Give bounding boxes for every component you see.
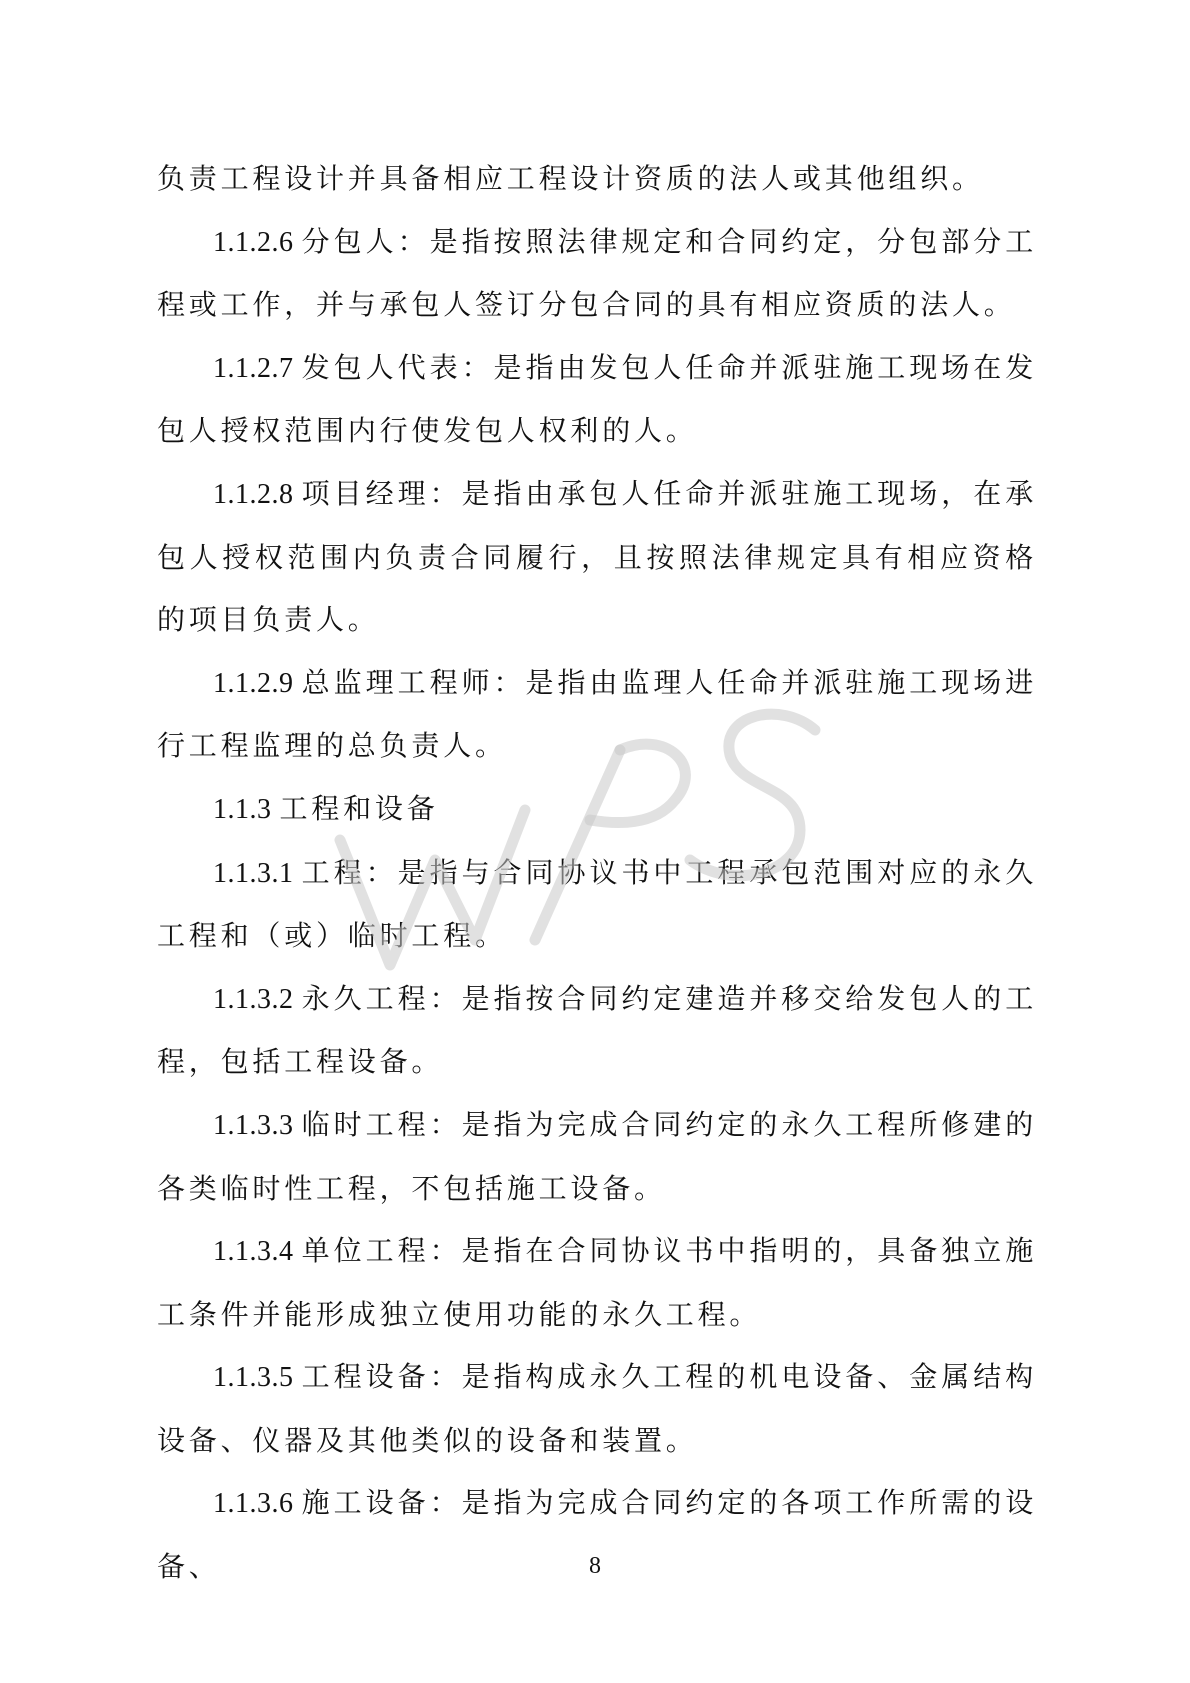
clause-number: 1.1.3.6 <box>213 1488 294 1520</box>
clause-1-1-3-4 <box>157 1220 1037 1346</box>
clause-1-1-2-9 <box>157 652 1037 778</box>
page-number: 8 <box>589 1553 601 1579</box>
clause-number: 1.1.3.1 <box>213 857 294 889</box>
clause-number: 1.1.3.4 <box>213 1236 294 1268</box>
paragraph-continuation <box>157 148 1037 211</box>
clause-text: 临时工程：是指为完成合同约定的永久工程所修建的各类临时性工程，不包括施工设备。 <box>157 1107 1037 1205</box>
clause-1-1-2-6 <box>157 211 1037 337</box>
clause-1-1-3-3 <box>157 1094 1037 1220</box>
clause-number: 1.1.3.2 <box>213 983 294 1015</box>
clause-number: 1.1.2.8 <box>213 478 294 510</box>
paragraph-text: 负责工程设计并具备相应工程设计资质的法人或其他组织。 <box>157 162 984 195</box>
section-heading-1-1-3 <box>157 778 1037 842</box>
section-number: 1.1.3 <box>213 793 272 825</box>
document-body <box>157 148 1037 1599</box>
clause-number: 1.1.3.3 <box>213 1109 294 1141</box>
clause-number: 1.1.2.7 <box>213 352 294 384</box>
clause-1-1-2-8 <box>157 463 1037 652</box>
clause-text: 总监理工程师：是指由监理人任命并派驻施工现场进行工程监理的总负责人。 <box>157 665 1037 763</box>
clause-1-1-3-1 <box>157 842 1037 968</box>
clause-text: 分包人：是指按照法律规定和合同约定，分包部分工程或工作，并与承包人签订分包合同的具有相应资质的法人。 <box>157 224 1037 322</box>
clause-text: 施工设备：是指为完成合同约定的各项工作所需的设备、 <box>157 1486 1037 1584</box>
section-title: 工程和设备 <box>279 791 439 825</box>
clause-number: 1.1.3.5 <box>213 1362 294 1394</box>
clause-text: 发包人代表：是指由发包人任命并派驻施工现场在发包人授权范围内行使发包人权利的人。 <box>157 350 1037 448</box>
clause-text: 工程设备：是指构成永久工程的机电设备、金属结构设备、仪器及其他类似的设备和装置。 <box>157 1360 1037 1457</box>
clause-1-1-3-5 <box>157 1346 1037 1472</box>
clause-text: 永久工程：是指按合同约定建造并移交给发包人的工程，包括工程设备。 <box>157 981 1037 1079</box>
clause-number: 1.1.2.9 <box>213 667 294 699</box>
clause-1-1-3-2 <box>157 968 1037 1094</box>
clause-number: 1.1.2.6 <box>213 226 294 258</box>
clause-1-1-2-7 <box>157 337 1037 463</box>
clause-text: 单位工程：是指在合同协议书中指明的，具备独立施工条件并能形成独立使用功能的永久工程。 <box>157 1234 1037 1331</box>
clause-text: 工程：是指与合同协议书中工程承包范围对应的永久工程和（或）临时工程。 <box>157 855 1037 953</box>
clause-text: 项目经理：是指由承包人任命并派驻施工现场，在承包人授权范围内负责合同履行，且按照法律规定具有相应资格的项目负责人。 <box>157 476 1037 637</box>
